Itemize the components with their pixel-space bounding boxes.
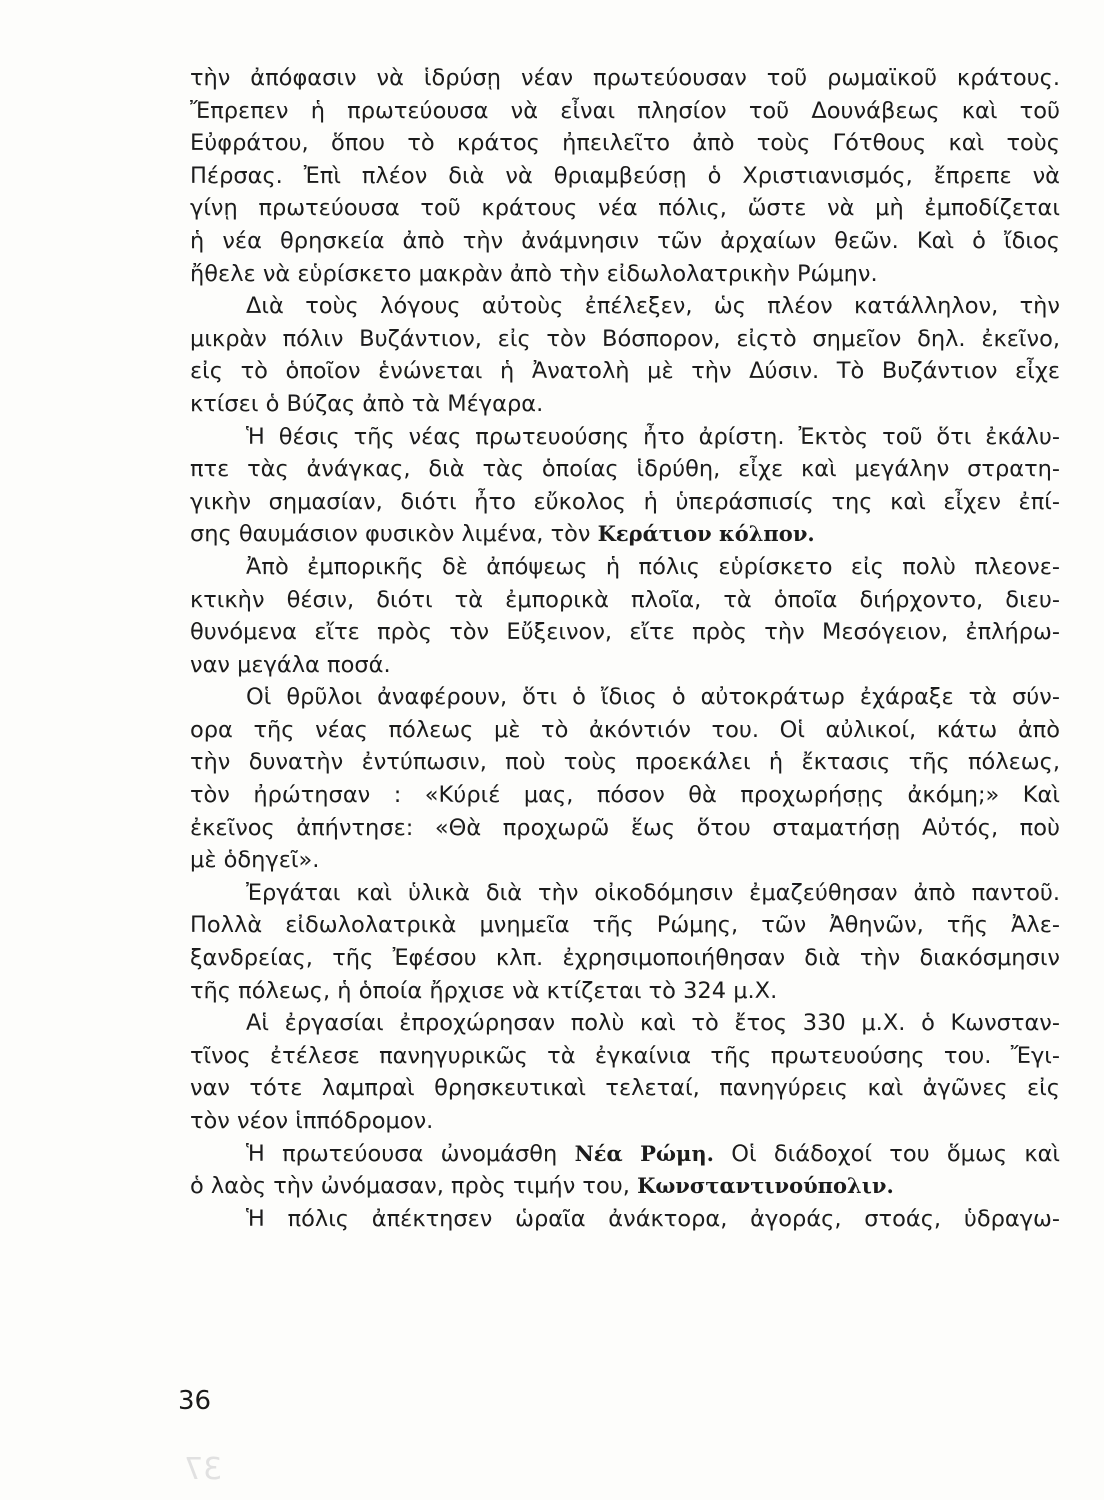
text-line: Ἐργάται καὶ ὑλικὰ διὰ τὴν οἰκοδόμησιν ἐμαζεύθησαν ἀπὸ παντοῦ. — [246, 879, 1060, 906]
page-number: 36 — [178, 1386, 212, 1416]
bleed-through-page-number: 37 — [184, 1452, 223, 1487]
line-text: Ἡ πρωτεύουσα ὠνομάσθη — [246, 1140, 558, 1167]
text-line: Πολλὰ εἰδωλολατρικὰ μνημεῖα τῆς Ρώμης, τῶν Ἀθηνῶν, τῆς Ἀλε- — [190, 912, 1060, 939]
text-line: ἤθελε νὰ εὑρίσκετο μακρὰν ἀπὸ τὴν εἰδωλολατρικὴν Ρώμην. — [190, 260, 878, 287]
text-line: Πέρσας. Ἐπὶ πλέον διὰ νὰ θριαμβεύσῃ ὁ Χριστιανισμός, ἔπρεπε νὰ — [190, 162, 1060, 189]
text-line: θυνόμενα εἴτε πρὸς τὸν Εὔξεινον, εἴτε πρὸς τὴν Μεσόγειον, ἐπλήρω- — [190, 619, 1060, 646]
text-line: γικὴν σημασίαν, διότι ἦτο εὔκολος ἡ ὑπεράσπισίς της καὶ εἶχεν ἐπί- — [190, 488, 1060, 515]
text-line: ἐκεῖνος ἀπήντησε: «Θὰ προχωρῶ ἕως ὅτου σταματήσῃ Αὐτός, ποὺ — [190, 814, 1060, 841]
text-line: ναν τότε λαμπραὶ θρησκευτικαὶ τελεταί, πανηγύρεις καὶ ἀγῶνες εἰς — [190, 1075, 1060, 1102]
bold-term: Κεράτιον κόλπον. — [597, 521, 815, 547]
text-line: εἰς τὸ ὁποῖον ἑνώνεται ἡ Ἀνατολὴ μὲ τὴν Δύσιν. Τὸ Βυζάντιον εἶχε — [190, 358, 1060, 385]
text-line: Ἀπὸ ἐμπορικῆς δὲ ἀπόψεως ἡ πόλις εὑρίσκετο εἰς πολὺ πλεονε- — [246, 553, 1060, 580]
text-line — [190, 1138, 1060, 1171]
body-text — [190, 62, 1060, 1235]
text-line: τὴν ἀπόφασιν νὰ ἱδρύσῃ νέαν πρωτεύουσαν τοῦ ρωμαϊκοῦ κράτους. — [190, 65, 1060, 91]
text-line: ναν μεγάλα ποσά. — [190, 651, 391, 678]
text-line: Αἱ ἐργασίαι ἐπροχώρησαν πολὺ καὶ τὸ ἔτος 330 μ.Χ. ὁ Κωνσταν- — [246, 1010, 1060, 1037]
line-text: ὁ λαὸς τὴν ὠνόμασαν, πρὸς τιμήν του, — [190, 1173, 630, 1200]
text-line: Ἔπρεπεν ἡ πρωτεύουσα νὰ εἶναι πλησίον τοῦ Δουνάβεως καὶ τοῦ — [190, 97, 1060, 124]
text-line — [190, 1170, 1060, 1203]
line-text: Οἱ διάδοχοί του ὅμως καὶ — [731, 1140, 1061, 1167]
bold-term: Κωνσταντινούπολιν. — [637, 1173, 894, 1199]
text-line: τὸν ἠρώτησαν : «Κύριέ μας, πόσον θὰ προχωρήσῃς ἀκόμη;» Καὶ — [190, 782, 1060, 809]
line-text: σης θαυμάσιον φυσικὸν λιμένα, τὸν — [190, 521, 591, 548]
text-line: τῖνος ἐτέλεσε πανηγυρικῶς τὰ ἐγκαίνια τῆς πρωτευούσης του. Ἔγι- — [190, 1042, 1060, 1069]
text-line: Ἡ πόλις ἀπέκτησεν ὡραῖα ἀνάκτορα, ἀγοράς, στοάς, ὑδραγω- — [246, 1205, 1060, 1232]
text-line: μικρὰν πόλιν Βυζάντιον, εἰς τὸν Βόσπορον, εἰςτὸ σημεῖον δηλ. ἐκεῖνο, — [190, 325, 1060, 352]
text-line: τὸν νέον ἱππόδρομον. — [190, 1108, 434, 1134]
text-line: κτικὴν θέσιν, διότι τὰ ἐμπορικὰ πλοῖα, τὰ ὁποῖα διήρχοντο, διευ- — [190, 586, 1060, 613]
bold-term: Νέα Ρώμη. — [574, 1140, 714, 1166]
text-line: ορα τῆς νέας πόλεως μὲ τὸ ἀκόντιόν του. Οἱ αὐλικοί, κάτω ἀπὸ — [190, 716, 1060, 743]
text-line: μὲ ὁδηγεῖ». — [190, 847, 320, 874]
text-line: τὴν δυνατὴν ἐντύπωσιν, ποὺ τοὺς προεκάλει ἡ ἔκτασις τῆς πόλεως, — [190, 749, 1060, 776]
text-line: ἡ νέα θρησκεία ἀπὸ τὴν ἀνάμνησιν τῶν ἀρχαίων θεῶν. Καὶ ὁ ἴδιος — [190, 227, 1060, 254]
text-line — [190, 518, 1060, 551]
text-line: Οἱ θρῦλοι ἀναφέρουν, ὅτι ὁ ἴδιος ὁ αὐτοκράτωρ ἐχάραξε τὰ σύν- — [246, 684, 1060, 711]
text-line: Διὰ τοὺς λόγους αὐτοὺς ἐπέλεξεν, ὡς πλέον κατάλληλον, τὴν — [246, 293, 1060, 320]
text-line: γίνῃ πρωτεύουσα τοῦ κράτους νέα πόλις, ὥστε νὰ μὴ ἐμποδίζεται — [190, 195, 1060, 222]
text-line: πτε τὰς ἀνάγκας, διὰ τὰς ὁποίας ἱδρύθη, εἶχε καὶ μεγάλην στρατη- — [190, 456, 1060, 483]
text-line: Ἡ θέσις τῆς νέας πρωτευούσης ἦτο ἀρίστη. Ἐκτὸς τοῦ ὅτι ἐκάλυ- — [246, 423, 1060, 450]
text-line: Εὐφράτου, ὅπου τὸ κράτος ἠπειλεῖτο ἀπὸ τοὺς Γότθους καὶ τοὺς — [190, 130, 1060, 157]
text-line: τῆς πόλεως, ἡ ὁποία ἤρχισε νὰ κτίζεται τὸ 324 μ.Χ. — [190, 977, 778, 1004]
text-line: ξανδρείας, τῆς Ἐφέσου κλπ. ἐχρησιμοποιήθησαν διὰ τὴν διακόσμησιν — [190, 945, 1060, 972]
text-line: κτίσει ὁ Βύζας ἀπὸ τὰ Μέγαρα. — [190, 390, 544, 417]
